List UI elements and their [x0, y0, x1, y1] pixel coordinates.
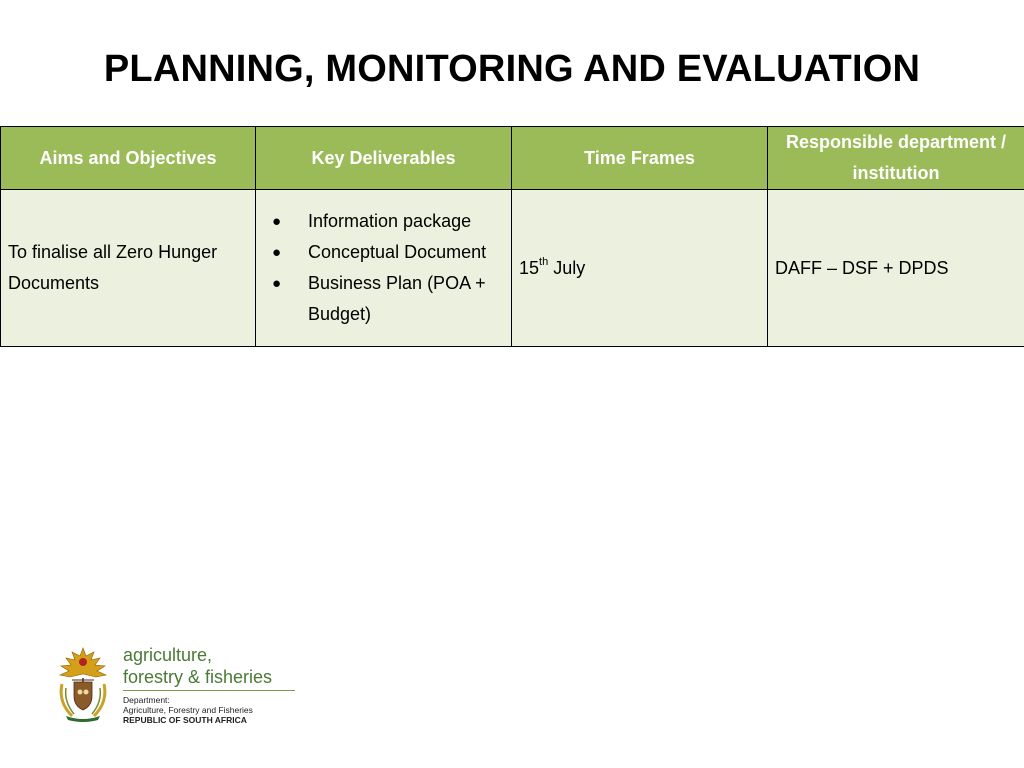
- south-africa-coat-of-arms-icon: [52, 644, 114, 724]
- time-frame-month: July: [553, 257, 586, 278]
- department-logo: [52, 644, 302, 724]
- header-deliverables: Key Deliverables: [256, 127, 512, 190]
- header-time-frames: Time Frames: [512, 127, 768, 190]
- cell-time-frame: [512, 190, 768, 347]
- dept-line-3: REPUBLIC OF SOUTH AFRICA: [123, 715, 247, 725]
- slide-title: PLANNING, MONITORING AND EVALUATION: [103, 48, 921, 90]
- table-header-row: [1, 127, 1024, 190]
- deliverables-list: [263, 206, 504, 330]
- logo-text: [123, 644, 303, 725]
- brand-line-2: forestry & fisheries: [123, 667, 273, 687]
- cell-aim: To finalise all Zero Hunger Documents: [1, 190, 256, 347]
- deliverable-text: Business Plan (POA + Budget): [308, 273, 486, 324]
- plan-table: [0, 126, 1024, 347]
- time-frame-suffix: th: [539, 255, 549, 268]
- list-item: [263, 268, 504, 330]
- deliverable-text: Information package: [308, 211, 472, 231]
- brand-divider: [123, 690, 295, 691]
- header-aims: Aims and Objectives: [1, 127, 256, 190]
- bullet-icon: ●: [272, 244, 282, 261]
- dept-line-2: Agriculture, Forestry and Fisheries: [123, 705, 253, 715]
- list-item: [263, 237, 504, 268]
- bullet-icon: ●: [272, 213, 282, 230]
- cell-responsible: DAFF – DSF + DPDS: [768, 190, 1024, 347]
- cell-deliverables: [256, 190, 512, 347]
- list-item: [263, 206, 504, 237]
- bullet-icon: ●: [272, 275, 282, 292]
- time-frame-day: 15: [519, 257, 540, 278]
- header-responsible: Responsible department / institution: [768, 127, 1024, 190]
- table-row: [1, 190, 1024, 347]
- brand-line-1: agriculture,: [123, 645, 213, 665]
- dept-line-1: Department:: [123, 695, 170, 705]
- deliverable-text: Conceptual Document: [308, 242, 487, 262]
